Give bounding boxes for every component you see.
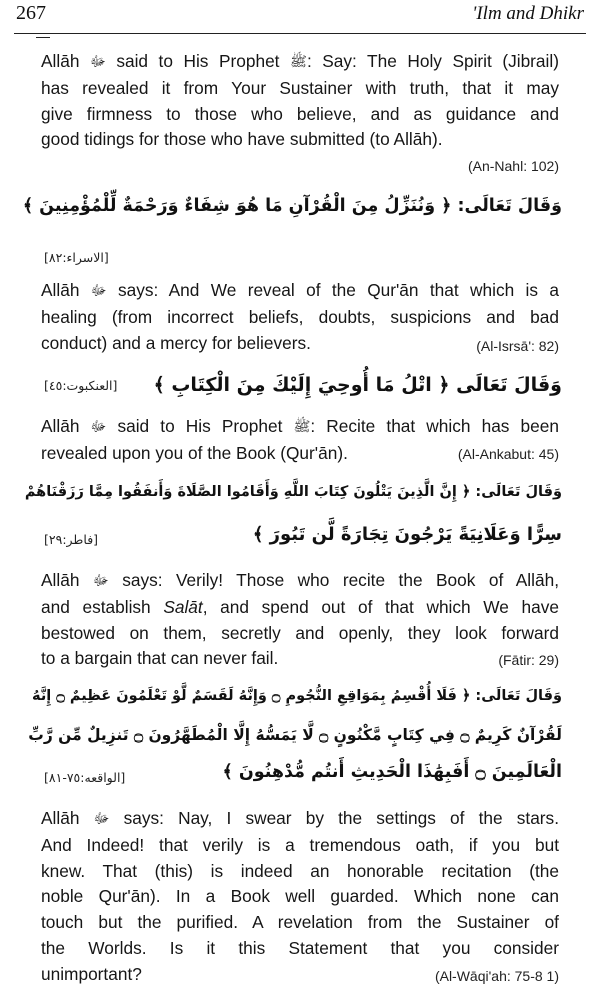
verse-citation: (Al-Isrsā': 82) [476, 338, 559, 354]
translation-line: Allāh ﷻ says: And We reveal of the Qur'ān that which is a [41, 280, 559, 300]
page-number: 267 [16, 2, 46, 24]
translation-line: the Worlds. Is it this Statement that you consider [41, 937, 559, 958]
translation-line: good tidings for those who have submitted (to Allāh). [41, 129, 443, 150]
translation-line: healing (from incorrect beliefs, doubts, suspicions and bad [41, 306, 559, 327]
allah-honorific-icon: ﷻ [90, 283, 107, 299]
translation-line: Allāh ﷻ said to His Prophet ﷺ: Say: The Holy Spirit (Jibrail) [41, 51, 559, 71]
translation-line: And Indeed! that verily is a tremendous oath, if you but [41, 834, 559, 855]
verse-citation: (Al-Wāqi'ah: 75-8 1) [434, 968, 559, 984]
translation-line: and establish Salāt, and spend out of that which We have [41, 596, 559, 617]
verse-citation: (Al-Ankabut: 45) [457, 446, 559, 462]
allah-honorific-icon: ﷻ [92, 573, 109, 589]
translation-line: revealed upon you of the Book (Qur'ān). [41, 442, 348, 463]
arabic-verse-line: وَقَالَ تَعَالَى: ﴿ إِنَّ الَّذِينَ يَتْلُونَ كِتَابَ اللَّهِ وَأَقَامُوا الصَّلَاةَ وَأَنفَقُوا مِمَّا رَزَقْنَاهُمْ [24, 484, 562, 500]
allah-honorific-icon: ﷻ [90, 419, 107, 435]
arabic-reference: [فاطر:٢٩] [44, 532, 99, 547]
arabic-reference: [العنكبوت:٤٥] [44, 378, 118, 393]
translation-paragraph-4 [41, 568, 559, 672]
translation-line: bestowed on them, secretly and openly, they look forward [41, 622, 559, 643]
translation-line: Allāh ﷻ says: Nay, I swear by the settings of the stars. [41, 808, 560, 828]
header-rule [14, 33, 586, 34]
translation-line: to a bargain that can never fail. [41, 648, 279, 669]
translation-line: noble Qur'ān). In a Book well guarded. Which none can [41, 886, 559, 907]
arabic-reference: [الاسراء:٨٢] [44, 250, 109, 265]
translation-line: has revealed it from Your Sustainer with truth, that it may [41, 77, 559, 98]
translation-line: unimportant? [41, 963, 142, 984]
allah-honorific-icon: ﷻ [89, 54, 106, 70]
translation-line: Allāh ﷻ said to His Prophet ﷺ: Recite that which has been [41, 416, 559, 436]
prophet-honorific-icon: ﷺ [290, 54, 307, 70]
prophet-honorific-icon: ﷺ [293, 419, 311, 435]
translation-line: touch but the purified. A revelation from the Sustainer of [41, 912, 559, 933]
translation-line: Allāh ﷻ says: Verily! Those who recite the Book of Allāh, [41, 570, 559, 590]
arabic-verse-line: وَقَالَ تَعَالَى: ﴿ فَلَا أُقْسِمُ بِمَوَاقِعِ النُّجُومِ ۝ وَإِنَّهُ لَقَسَمٌ لَّوْ تَعْلَمُونَ عَظِيمٌ ۝ إِنَّهُ [32, 688, 562, 704]
verse-citation: (Fātir: 29) [498, 652, 559, 668]
translation-line: give firmness to those who believe, and as guidance and [41, 103, 559, 124]
translation-paragraph-5 [41, 806, 559, 988]
arabic-verse-line: الْعَالَمِينَ ۝ أَفَبِهَٰذَا الْحَدِيثِ أَنتُم مُّدْهِنُونَ ﴾ [222, 762, 562, 782]
verse-citation: (An-Nahl: 102) [467, 158, 559, 174]
arabic-verse: وَقَالَ تَعَالَى: ﴿ وَنُنَزِّلُ مِنَ الْقُرْآنِ مَا هُوَ شِفَاءٌ وَرَحْمَةٌ لِّلْمُؤْمِنِينَ ﴾ [22, 196, 562, 216]
arabic-verse-line: لَقُرْآنٌ كَرِيمٌ ۝ فِي كِتَابٍ مَّكْنُونٍ ۝ لَّا يَمَسُّهُ إِلَّا الْمُطَهَّرُونَ ۝ تَنزِيلٌ مِّن رَّبِّ [28, 726, 562, 744]
translation-paragraph-1 [41, 49, 559, 153]
header-rule-mark [36, 37, 50, 38]
running-title: 'Ilm and Dhikr [472, 3, 584, 24]
arabic-verse-line: سِرًّا وَعَلَانِيَةً يَرْجُونَ تِجَارَةً لَّن تَبُورَ ﴾ [252, 524, 562, 545]
arabic-verse: وَقَالَ تَعَالَى ﴿ اتْلُ مَا أُوحِيَ إِلَيْكَ مِنَ الْكِتَابِ ﴾ [153, 374, 562, 396]
translation-line: conduct) and a mercy for believers. [41, 332, 311, 353]
page-header [14, 2, 586, 30]
translation-line: knew. That (this) is indeed an honorable recitation (the [41, 860, 559, 881]
arabic-reference: [الواقعه:٧٥-٨١] [44, 770, 126, 785]
allah-honorific-icon: ﷻ [93, 811, 110, 827]
